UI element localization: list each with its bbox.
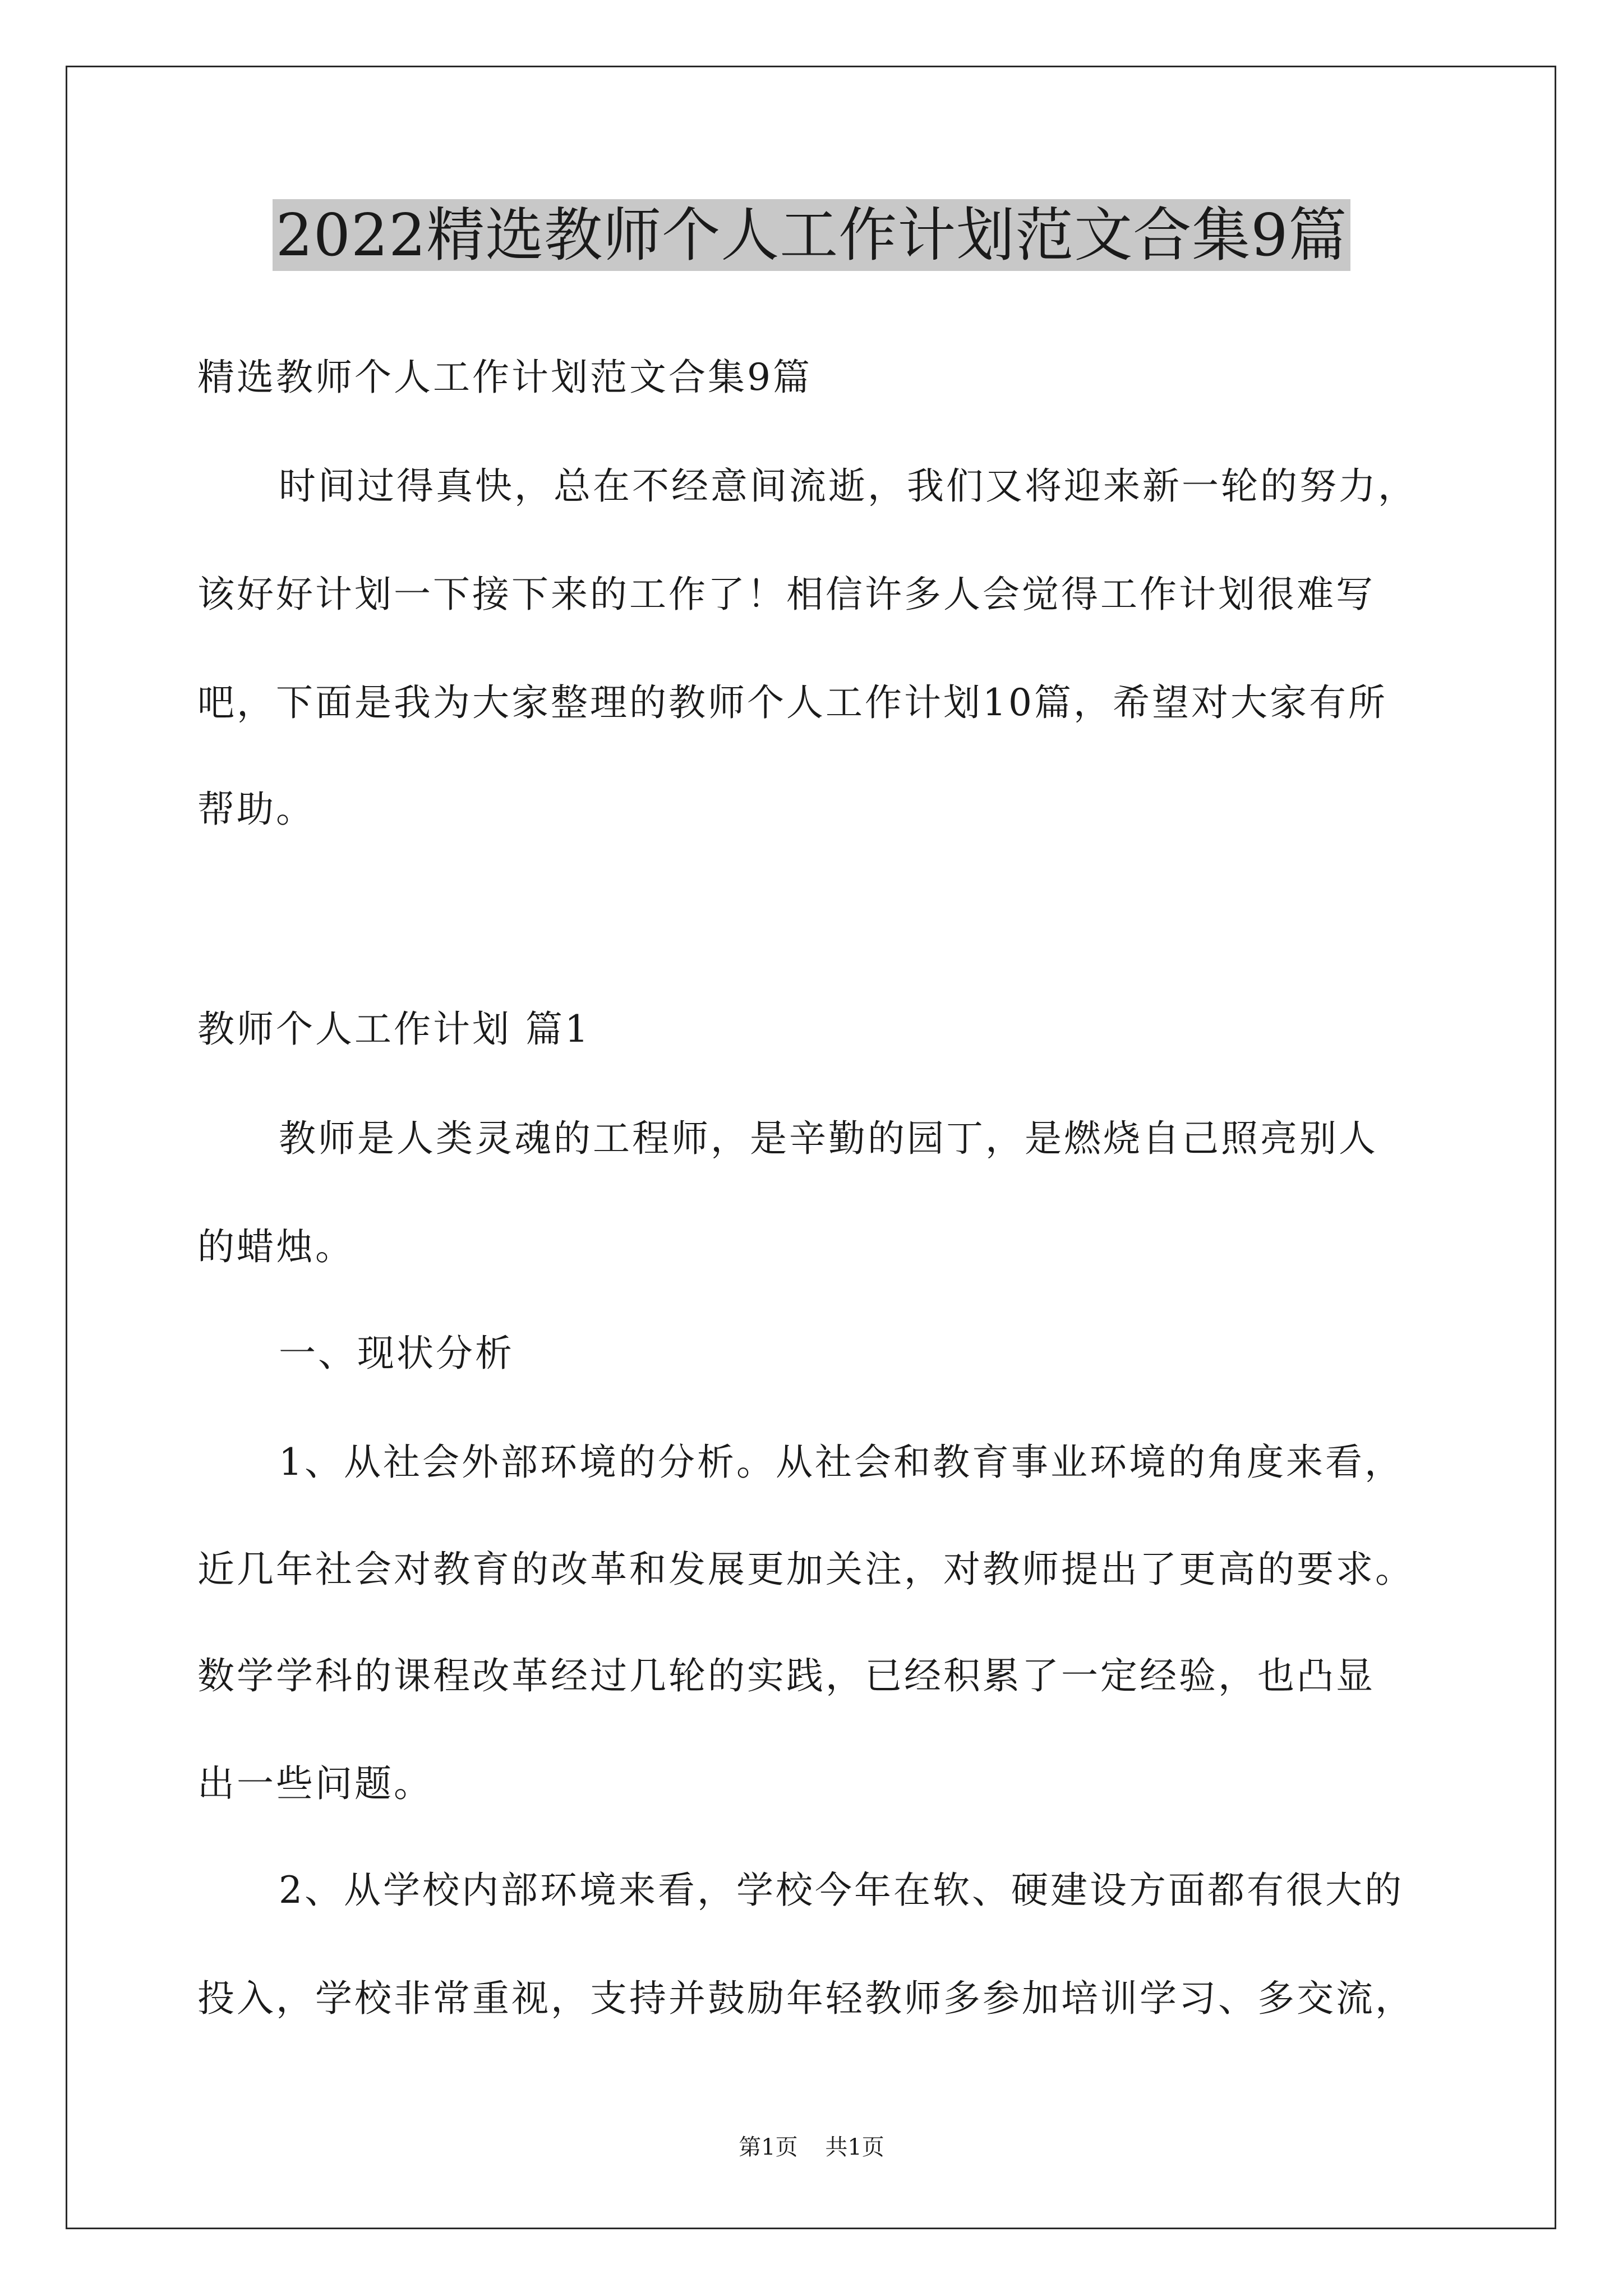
- paragraph-line: 2、从学校内部环境来看，学校今年在软、硬建设方面都有很大的: [279, 1869, 1404, 1912]
- intro-line: 该好好计划一下接下来的工作了！相信许多人会觉得工作计划很难写: [197, 573, 1375, 616]
- paragraph-line: 1、从社会外部环境的分析。从社会和教育事业环境的角度来看，: [279, 1441, 1404, 1484]
- page-number: 第1页: [739, 2134, 798, 2160]
- page-total: 共1页: [825, 2134, 884, 2160]
- section-heading: 教师个人工作计划 篇1: [197, 1007, 591, 1051]
- paragraph-line: 数学学科的课程改革经过几轮的实践，已经积累了一定经验，也凸显: [197, 1654, 1375, 1697]
- subheading: 一、现状分析: [279, 1332, 514, 1375]
- intro-line: 帮助。: [197, 788, 315, 831]
- page-footer: [0, 2132, 1623, 2163]
- document-title: 2022精选教师个人工作计划范文合集9篇: [273, 199, 1351, 271]
- document-subtitle: 精选教师个人工作计划范文合集9篇: [197, 356, 812, 399]
- paragraph-line: 近几年社会对教育的改革和发展更加关注，对教师提出了更高的要求。: [197, 1548, 1414, 1591]
- intro-line: 吧，下面是我为大家整理的教师个人工作计划10篇，希望对大家有所: [197, 681, 1387, 724]
- paragraph-line: 投入，学校非常重视，支持并鼓励年轻教师多参加培训学习、多交流，: [197, 1977, 1414, 2020]
- paragraph-line: 教师是人类灵魂的工程师，是辛勤的园丁，是燃烧自己照亮别人: [279, 1117, 1378, 1160]
- paragraph-line: 出一些问题。: [197, 1762, 433, 1805]
- paragraph-line: 的蜡烛。: [197, 1225, 354, 1268]
- intro-line: 时间过得真快，总在不经意间流逝，我们又将迎来新一轮的努力，: [279, 464, 1417, 508]
- title-container: [0, 199, 1623, 271]
